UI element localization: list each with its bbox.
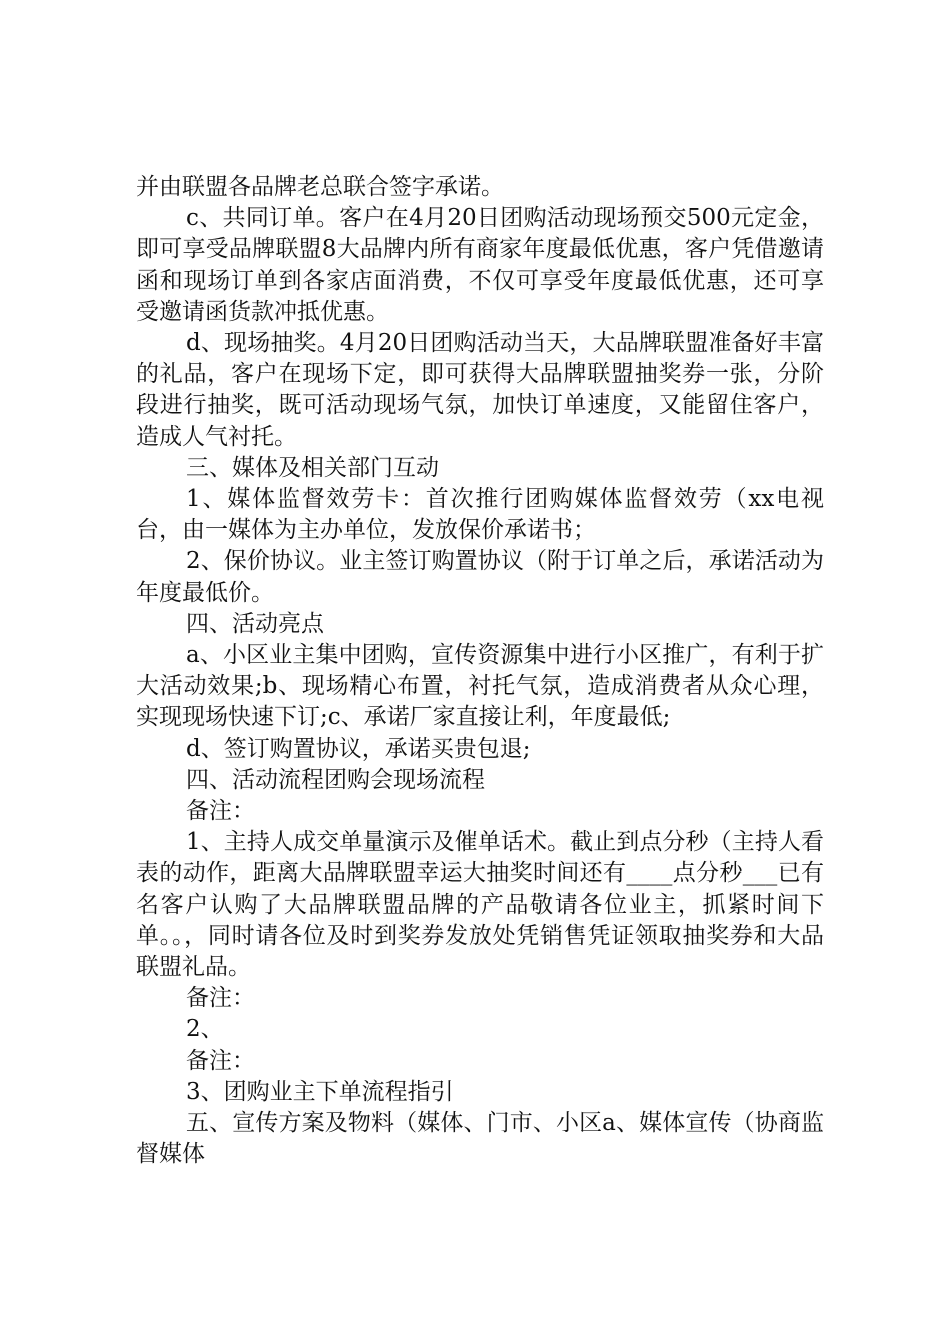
paragraph: d、现场抽奖。4月20日团购活动当天，大品牌联盟准备好丰富的礼品，客户在现场下定，即可获得大品牌联盟抽奖券一张，分阶段进行抽奖，既可活动现场气氛，加快订单速度，又能留住客户，造成人气衬托。 <box>136 330 824 450</box>
paragraph: a、小区业主集中团购，宣传资源集中进行小区推广，有利于扩大活动效果;b、现场精心布置，衬托气氛，造成消费者从众心理，实现现场快速下订;c、承诺厂家直接让利，年度最低; <box>136 642 824 731</box>
paragraph: 1、媒体监督效劳卡：首次推行团购媒体监督效劳（xx电视台，由一媒体为主办单位，发放保价承诺书； <box>136 486 824 544</box>
document-body <box>136 172 824 1171</box>
paragraph: 并由联盟各品牌老总联合签字承诺。 <box>136 174 504 200</box>
paragraph: 2、 <box>186 1016 224 1043</box>
section-heading: 五、宣传方案及物料（媒体、门市、小区a、媒体宣传（协商监督媒体 <box>136 1110 824 1168</box>
note-label: 备注： <box>186 1047 255 1074</box>
paragraph: d、签订购置协议，承诺买贵包退; <box>186 735 531 762</box>
paragraph: 3、团购业主下单流程指引 <box>186 1078 454 1105</box>
section-heading: 三、媒体及相关部门互动 <box>186 454 439 481</box>
section-heading: 四、活动亮点 <box>186 610 324 637</box>
section-heading: 四、活动流程团购会现场流程 <box>186 766 485 793</box>
paragraph: c、共同订单。客户在4月20日团购活动现场预交500元定金，即可享受品牌联盟8大品牌内所有商家年度最低优惠，客户凭借邀请函和现场订单到各家店面消费，不仅可享受年度最低优惠，还可享受邀请函货款冲抵优惠。 <box>136 205 824 325</box>
note-label: 备注： <box>186 985 255 1012</box>
paragraph: 1、主持人成交单量演示及催单话术。截止到点分秒（主持人看表的动作，距离大品牌联盟幸运大抽奖时间还有____点分秒___已有名客户认购了大品牌联盟品牌的产品敬请各位业主，抓紧时间下单。。，同时请各位及时到奖券发放处凭销售凭证领取抽奖券和大品联盟礼品。 <box>136 829 824 981</box>
note-label: 备注： <box>186 798 255 825</box>
paragraph: 2、保价协议。业主签订购置协议（附于订单之后，承诺活动为年度最低价。 <box>136 548 824 606</box>
